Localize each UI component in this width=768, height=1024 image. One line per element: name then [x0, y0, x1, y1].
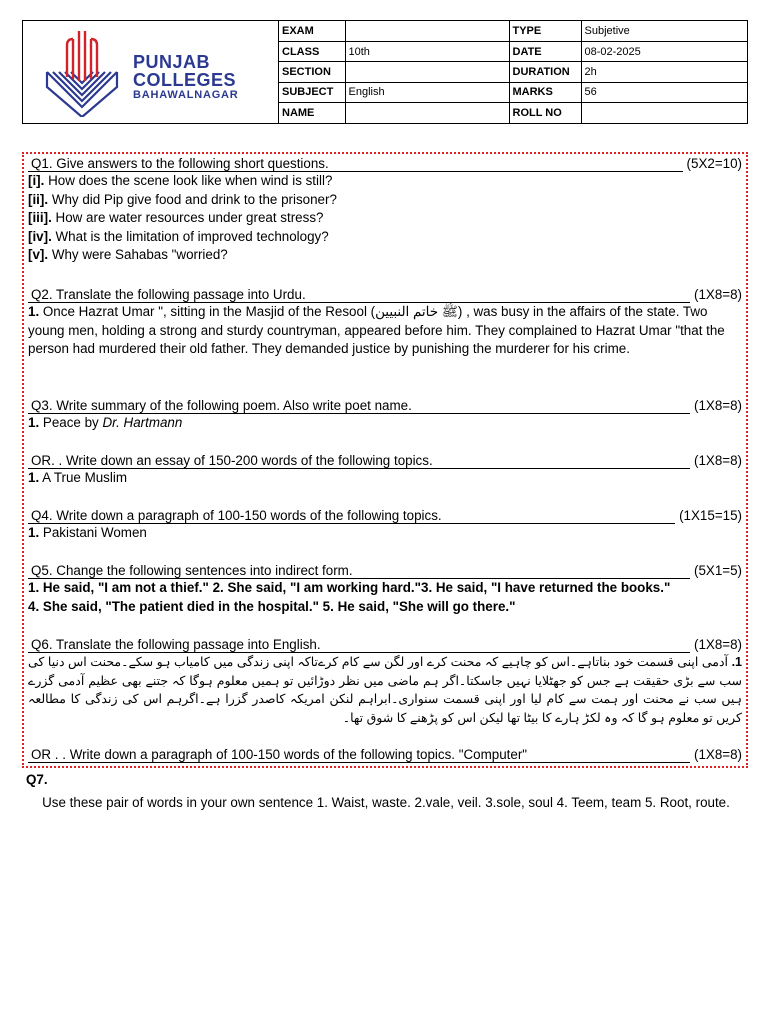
logo-line-2: COLLEGES	[133, 70, 237, 90]
duration-label: DURATION	[509, 62, 581, 82]
q7-label: Q7.	[26, 772, 48, 787]
q1-marks: (5X2=10)	[686, 156, 742, 171]
q5-marks: (5X1=5)	[693, 563, 742, 578]
question-5	[28, 563, 742, 616]
q1-item: [iv]. What is the limitation of improved technology?	[28, 228, 329, 244]
name-label: NAME	[279, 103, 345, 123]
q3-marks: (1X8=8)	[693, 398, 742, 413]
question-4	[28, 508, 742, 543]
type-value: Subjetive	[581, 21, 748, 41]
section-value	[345, 62, 509, 82]
exam-meta-table	[279, 21, 748, 123]
question-3-or	[28, 453, 742, 488]
class-value: 10th	[345, 41, 509, 61]
duration-value: 2h	[581, 62, 748, 82]
question-6-or	[28, 747, 742, 763]
q6-title: Q6. Translate the following passage into English.	[28, 637, 690, 653]
q3-title: Q3. Write summary of the following poem. Also write poet name.	[28, 398, 690, 414]
q6-urdu-passage: 1. آدمی اپنی قسمت خود بناتاہے۔اس کو چاہیے کہ محنت کرے اور لگن سے کام کرےتاکہ اپنی زندگی میں کامیاب ہو سکے۔محنت اس دنیا کی سب سے بڑی حقیقت ہے جس کو جھٹلایا نہیں جاسکتا۔اگر ہم ماضی میں نظر دوڑائیں تو ہمیں معلوم ہوگا کہ جتنے بھی عظیم آدمی گزرے ہیں سب نے محنت اور ہمت سے کام لیا اور اپنی قسمت سنواری۔ابراہم لنکن امریکہ کاصدر گزرا ہے۔اگرہم اس کی زندگی کا مطالعہ کریں تو معلوم ہو گا کہ وہ لکڑ ہارے کا بیٹا تھا لیکن اس کو پڑھنے کا شوق تھا۔	[28, 655, 742, 725]
college-logo	[23, 21, 279, 123]
date-value: 08-02-2025	[581, 41, 748, 61]
q2-marks: (1X8=8)	[693, 287, 742, 302]
marks-label: MARKS	[509, 82, 581, 102]
q1-item: [ii]. Why did Pip give food and drink to the prisoner?	[28, 191, 337, 207]
roll-value	[581, 103, 748, 123]
logo-line-1: PUNJAB	[133, 52, 211, 72]
q6or-marks: (1X8=8)	[693, 747, 742, 762]
q1-item: [v]. Why were Sahabas "worried?	[28, 247, 228, 262]
college-emblem-icon	[37, 27, 127, 117]
q4-title: Q4. Write down a paragraph of 100-150 words of the following topics.	[28, 508, 675, 524]
q1-item: [iii]. How are water resources under great stress?	[28, 210, 324, 225]
q6-marks: (1X8=8)	[693, 637, 742, 652]
q5-title: Q5. Change the following sentences into indirect form.	[28, 563, 690, 579]
q4-item: 1. Pakistani Women	[28, 525, 147, 540]
subject-label: SUBJECT	[279, 82, 345, 102]
roll-label: ROLL NO	[509, 103, 581, 123]
q7-text: Use these pair of words in your own sentence 1. Waist, waste. 2.vale, veil. 3.sole, soul 4. Teem, team 5. Root, route.	[42, 795, 730, 810]
exam-header	[22, 20, 748, 124]
question-paper	[22, 152, 748, 768]
subject-value: English	[345, 82, 509, 102]
date-label: DATE	[509, 41, 581, 61]
q3or-item: 1. A True Muslim	[28, 470, 127, 485]
q3-item: 1. Peace by Dr. Hartmann	[28, 415, 183, 430]
question-3	[28, 398, 742, 433]
exam-value	[345, 21, 509, 41]
q3or-marks: (1X8=8)	[693, 453, 742, 468]
question-2	[28, 287, 742, 359]
q4-marks: (1X15=15)	[679, 508, 742, 523]
question-6	[28, 637, 742, 727]
q3or-title: OR. . Write down an essay of 150-200 words of the following topics.	[28, 453, 690, 469]
q5-line-1: 1. He said, "I am not a thief." 2. She said, "I am working hard."3. He said, "I have returned the books."	[28, 580, 671, 595]
class-label: CLASS	[279, 41, 345, 61]
marks-value: 56	[581, 82, 748, 102]
section-label: SECTION	[279, 62, 345, 82]
q5-line-2: 4. She said, "The patient died in the hospital." 5. He said, "She will go there."	[28, 598, 516, 614]
q6or-title: OR . . Write down a paragraph of 100-150 words of the following topics. "Computer"	[28, 747, 690, 763]
q2-title: Q2. Translate the following passage into Urdu.	[28, 287, 690, 303]
exam-label: EXAM	[279, 21, 345, 41]
type-label: TYPE	[509, 21, 581, 41]
logo-line-3: BAHAWALNAGAR	[133, 89, 239, 101]
q1-title: Q1. Give answers to the following short questions.	[28, 156, 683, 172]
name-value	[345, 103, 509, 123]
q2-passage: 1. Once Hazrat Umar ", sitting in the Masjid of the Resool (ﷺ خاتم النبیین) , was busy in the affairs of the state. Two young men, holding a strong and sturdy countryman, appeared before him. They complained to Hazrat Umar "that the person had murdered their old father. They demanded justice by punishing the murderer for his crime.	[28, 304, 725, 356]
q1-item: [i]. How does the scene look like when wind is still?	[28, 173, 333, 188]
question-1	[28, 156, 742, 265]
